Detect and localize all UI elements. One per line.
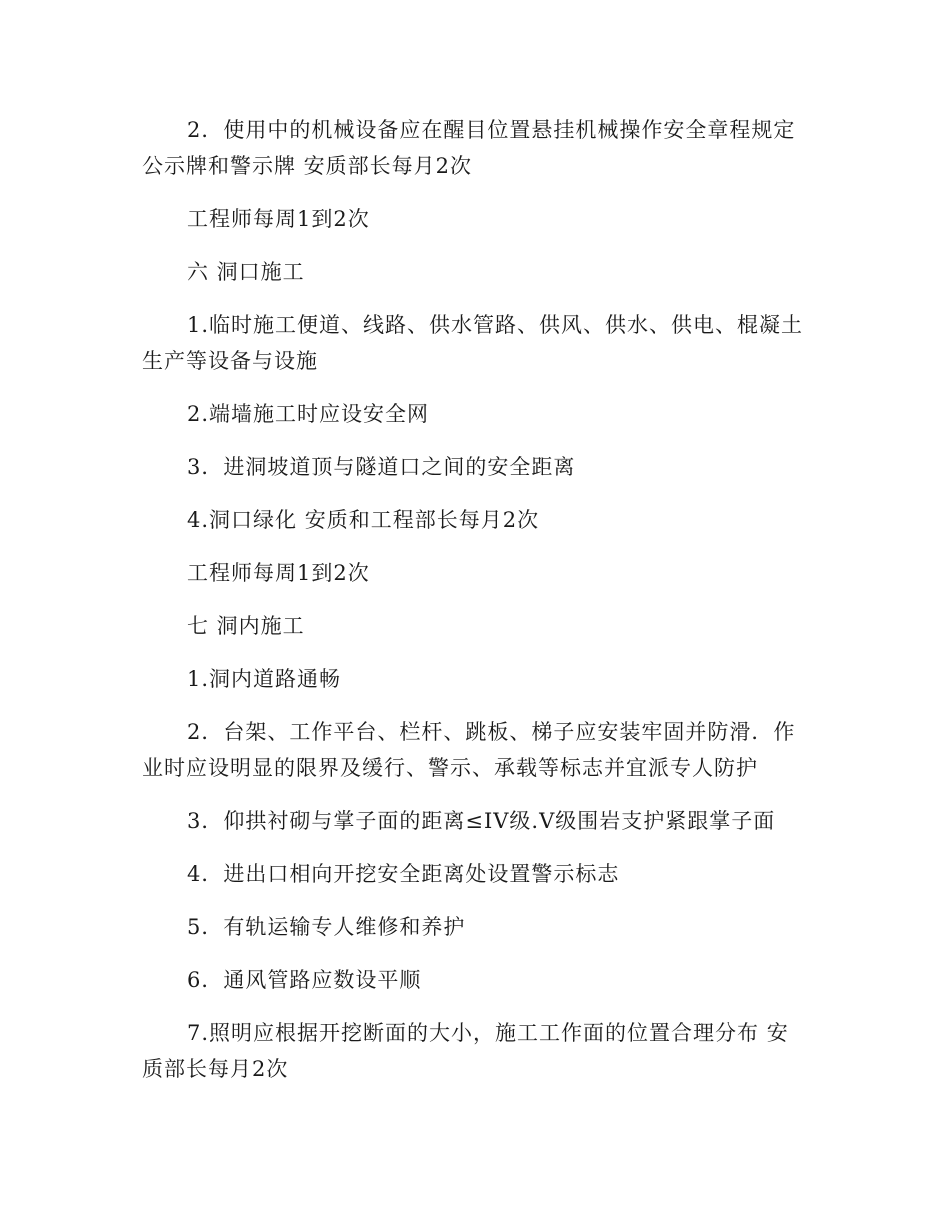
paragraph-road-clear: 1.洞内道路通畅 (187, 667, 342, 691)
paragraph-temporary-facilities: 1.临时施工便道、线路、供水管路、供风、供水、供电、棍凝土生产等设备与设施 (142, 313, 804, 373)
paragraph-warning-signs: 4．进出口相向开挖安全距离处设置警示标志 (187, 862, 620, 886)
section-heading-portal: 六 洞口施工 (187, 260, 305, 284)
paragraph-engineer-frequency: 工程师每周1到2次 (187, 207, 370, 231)
paragraph-end-wall-net: 2.端墙施工时应设安全网 (187, 402, 430, 426)
paragraph-machinery-signage: 2．使用中的机械设备应在醒目位置悬挂机械操作安全章程规定公示牌和警示牌 安质部长每月2次 (142, 118, 796, 178)
paragraph-ramp-distance: 3．进洞坡道顶与隧道口之间的安全距离 (187, 455, 576, 479)
paragraph-engineer-frequency-2: 工程师每周1到2次 (187, 561, 370, 585)
paragraph-invert-distance: 3．仰拱衬砌与掌子面的距离≤ⅠV级.Ⅴ级围岩支护紧跟掌子面 (187, 809, 776, 833)
section-heading-tunnel: 七 洞内施工 (187, 614, 305, 638)
paragraph-rail-maintenance: 5．有轨运输专人维修和养护 (187, 915, 466, 939)
document-body (142, 112, 810, 1104)
paragraph-lighting: 7.照明应根据开挖断面的大小，施工工作面的位置合理分布 安质部长每月2次 (142, 1021, 789, 1081)
paragraph-platform-safety: 2．台架、工作平台、栏杆、跳板、梯子应安装牢固并防滑．作业时应设明显的限界及缓行、警示、承载等标志并宜派专人防护 (142, 720, 796, 780)
paragraph-ventilation: 6．通风管路应数设平顺 (187, 968, 422, 992)
paragraph-portal-greening: 4.洞口绿化 安质和工程部长每月2次 (187, 508, 540, 532)
